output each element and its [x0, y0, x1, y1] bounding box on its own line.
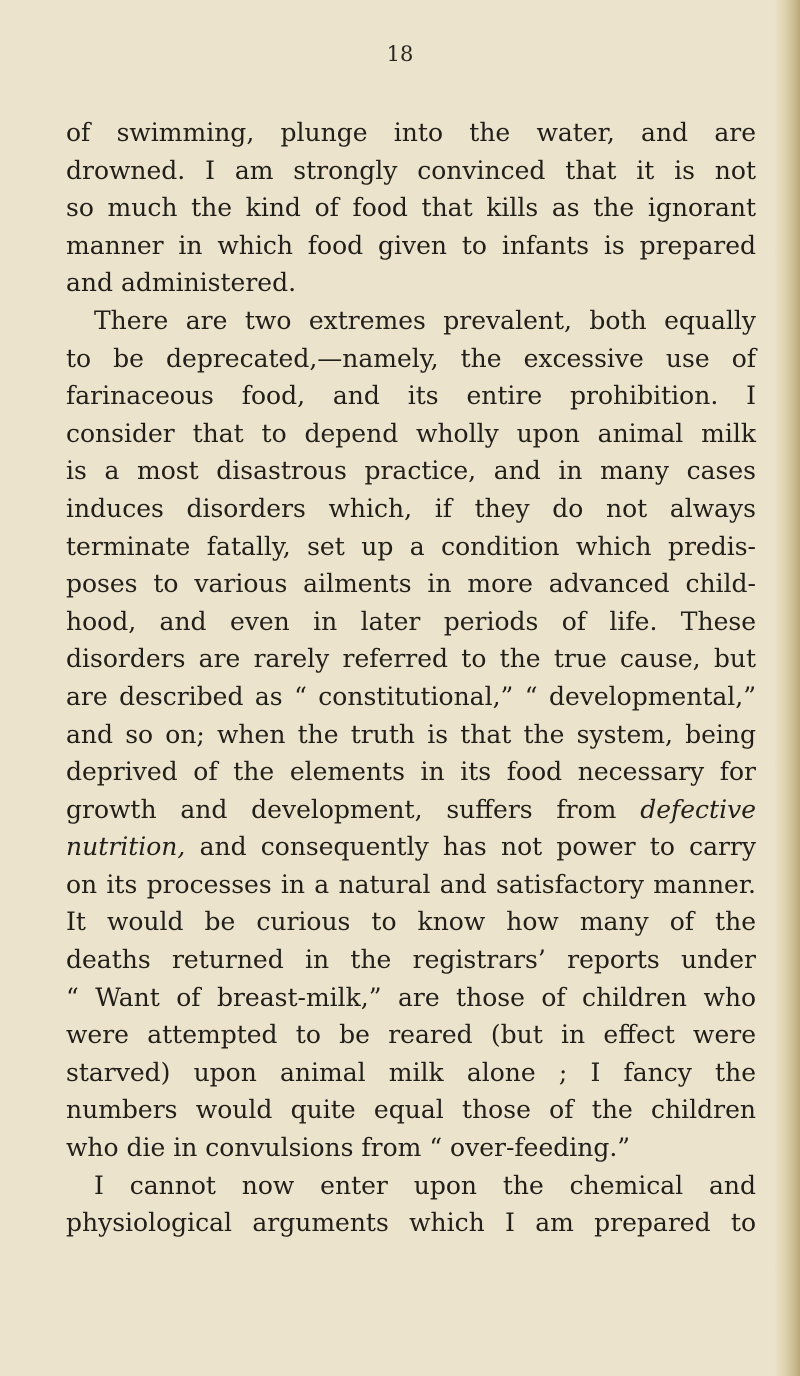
text-line: to be deprecated,—namely, the excessive use of	[66, 343, 756, 373]
paragraph-start-line: There are two extremes prevalent, both equally	[94, 305, 756, 335]
paragraph-start-line: I cannot now enter upon the chemical and	[94, 1170, 756, 1200]
body-text	[66, 114, 756, 1242]
italic-phrase: nutrition,	[66, 832, 186, 862]
text-line: manner in which food given to infants is prepared	[66, 230, 756, 260]
text-line: are described as “ constitutional,” “ developmental,”	[66, 681, 756, 711]
text-segment: and consequently has not power to carry	[199, 832, 756, 862]
text-line: of swimming, plunge into the water, and are	[66, 118, 756, 147]
text-line: on its processes in a natural and satisfactory manner.	[66, 869, 756, 899]
italic-phrase: defective	[640, 794, 756, 824]
text-line: disorders are rarely referred to the true cause, but	[66, 644, 756, 674]
text-line: numbers would quite equal those of the children	[66, 1095, 756, 1125]
text-line: starved) upon animal milk alone ; I fancy the	[66, 1057, 756, 1087]
text-line: farinaceous food, and its entire prohibition. I	[66, 381, 756, 411]
text-line: induces disorders which, if they do not always	[66, 493, 756, 523]
text-line: consider that to depend wholly upon animal milk	[66, 418, 756, 448]
text-line: and so on; when the truth is that the system, being	[66, 719, 756, 749]
text-line: hood, and even in later periods of life. These	[66, 606, 756, 636]
text-line: deprived of the elements in its food necessary for	[66, 757, 756, 787]
text-line: “ Want of breast-milk,” are those of children who	[66, 982, 756, 1012]
text-line: deaths returned in the registrars’ reports under	[66, 945, 756, 975]
text-line: It would be curious to know how many of the	[66, 907, 756, 937]
text-line: drowned. I am strongly convinced that it is not	[66, 155, 756, 185]
text-line: is a most disastrous practice, and in many cases	[66, 456, 756, 486]
text-line-with-italic	[66, 828, 756, 866]
text-segment: growth and development, suffers from	[66, 794, 617, 824]
text-line: so much the kind of food that kills as the ignorant	[66, 193, 756, 223]
page-edge-shadow	[774, 0, 800, 1376]
text-line: were attempted to be reared (but in effect were	[66, 1020, 756, 1050]
text-line: who die in convulsions from “ over-feeding.”	[66, 1133, 631, 1163]
text-line: and administered.	[66, 268, 297, 298]
text-line: physiological arguments which I am prepared to	[66, 1208, 756, 1238]
text-line-with-italic	[66, 791, 756, 829]
text-line: terminate fatally, set up a condition which predis-	[66, 531, 756, 561]
text-line: poses to various ailments in more advanced child-	[66, 569, 756, 599]
page-number: 18	[386, 42, 414, 66]
